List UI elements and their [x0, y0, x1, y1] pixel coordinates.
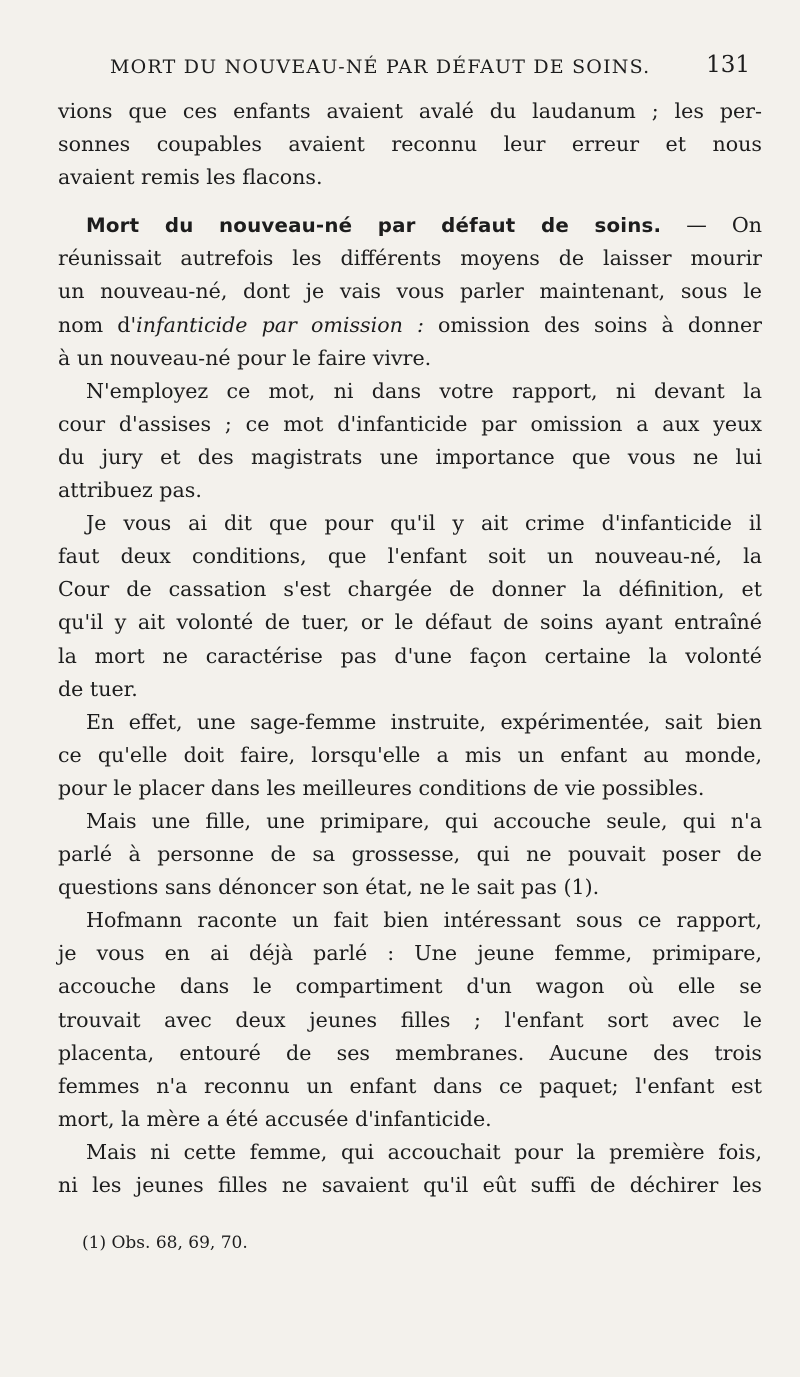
text-line: parlé à personne de sa grossesse, qui ne pouvait poser de [58, 842, 762, 867]
text-line [58, 309, 762, 342]
text-line: Cour de cassation s'est chargée de donner la définition, et [58, 577, 762, 602]
text-line: placenta, entouré de ses membranes. Aucune des trois [58, 1040, 762, 1065]
text-line: vions que ces enfants avaient avalé du laudanum ; les per- [58, 99, 762, 123]
text-line: du jury et des magistrats une importance que vous ne lui [58, 444, 762, 469]
page-number: 131 [706, 52, 750, 78]
text-line: avaient remis les flacons. [58, 165, 323, 190]
text-line: trouvait avec deux jeunes filles ; l'enfant sort avec le [58, 1007, 762, 1032]
text-line: je vous en ai déjà parlé : Une jeune femme, primipare, [58, 941, 762, 966]
text-line: attribuez pas. [58, 478, 202, 503]
text-line: de tuer. [58, 676, 138, 701]
text-fragment: omission des soins à donner [423, 312, 762, 337]
heading-line-rest: — On [661, 213, 762, 238]
text-line: Je vous ai dit que pour qu'il y ait crime d'infanticide il [86, 511, 762, 536]
text-line: Hofmann raconte un fait bien intéressant sous ce rapport, [86, 908, 762, 933]
text-line: En effet, une sage-femme instruite, expérimentée, sait bien [86, 709, 762, 734]
section-gap [58, 194, 762, 209]
text-line: ce qu'elle doit faire, lorsqu'elle a mis un enfant au monde, [58, 742, 762, 767]
text-line: questions sans dénoncer son état, ne le sait pas (1). [58, 875, 600, 900]
text-line: femmes n'a reconnu un enfant dans ce paquet; l'enfant est [58, 1073, 762, 1098]
text-line: Mais une fille, une primipare, qui accouche seule, qui n'a [86, 808, 762, 833]
section-heading: Mort du nouveau-né par défaut de soins. [86, 214, 662, 238]
text-line: la mort ne caractérise pas d'une façon certaine la volonté [58, 643, 762, 668]
text-line: accouche dans le compartiment d'un wagon où elle se [58, 974, 762, 999]
text-fragment: nom d' [58, 312, 137, 337]
text-line: à un nouveau-né pour le faire vivre. [58, 345, 432, 370]
text-line: un nouveau-né, dont je vais vous parler maintenant, sous le [58, 279, 762, 304]
text-line: cour d'assises ; ce mot d'infanticide par omission a aux yeux [58, 411, 762, 436]
footnote: (1) Obs. 68, 69, 70. [82, 1233, 248, 1253]
text-line: mort, la mère a été accusée d'infanticide. [58, 1106, 492, 1131]
running-head [110, 52, 750, 86]
text-line: pour le placer dans les meilleures conditions de vie possibles. [58, 775, 705, 800]
body-text [58, 95, 762, 1202]
section-heading-line [58, 209, 762, 242]
running-title: MORT DU NOUVEAU-NÉ PAR DÉFAUT DE SOINS. [110, 56, 651, 78]
italic-term: infanticide par omission : [136, 312, 424, 337]
text-line: qu'il y ait volonté de tuer, or le défaut de soins ayant entraîné [58, 610, 762, 635]
text-line: sonnes coupables avaient reconnu leur erreur et nous [58, 132, 762, 157]
text-line: faut deux conditions, que l'enfant soit un nouveau-né, la [58, 544, 762, 569]
text-line: N'employez ce mot, ni dans votre rapport, ni devant la [86, 378, 762, 403]
text-line: réunissait autrefois les différents moyens de laisser mourir [58, 246, 762, 271]
text-line: Mais ni cette femme, qui accouchait pour la première fois, [86, 1139, 762, 1164]
text-line: ni les jeunes filles ne savaient qu'il eût suffi de déchirer les [58, 1173, 762, 1197]
